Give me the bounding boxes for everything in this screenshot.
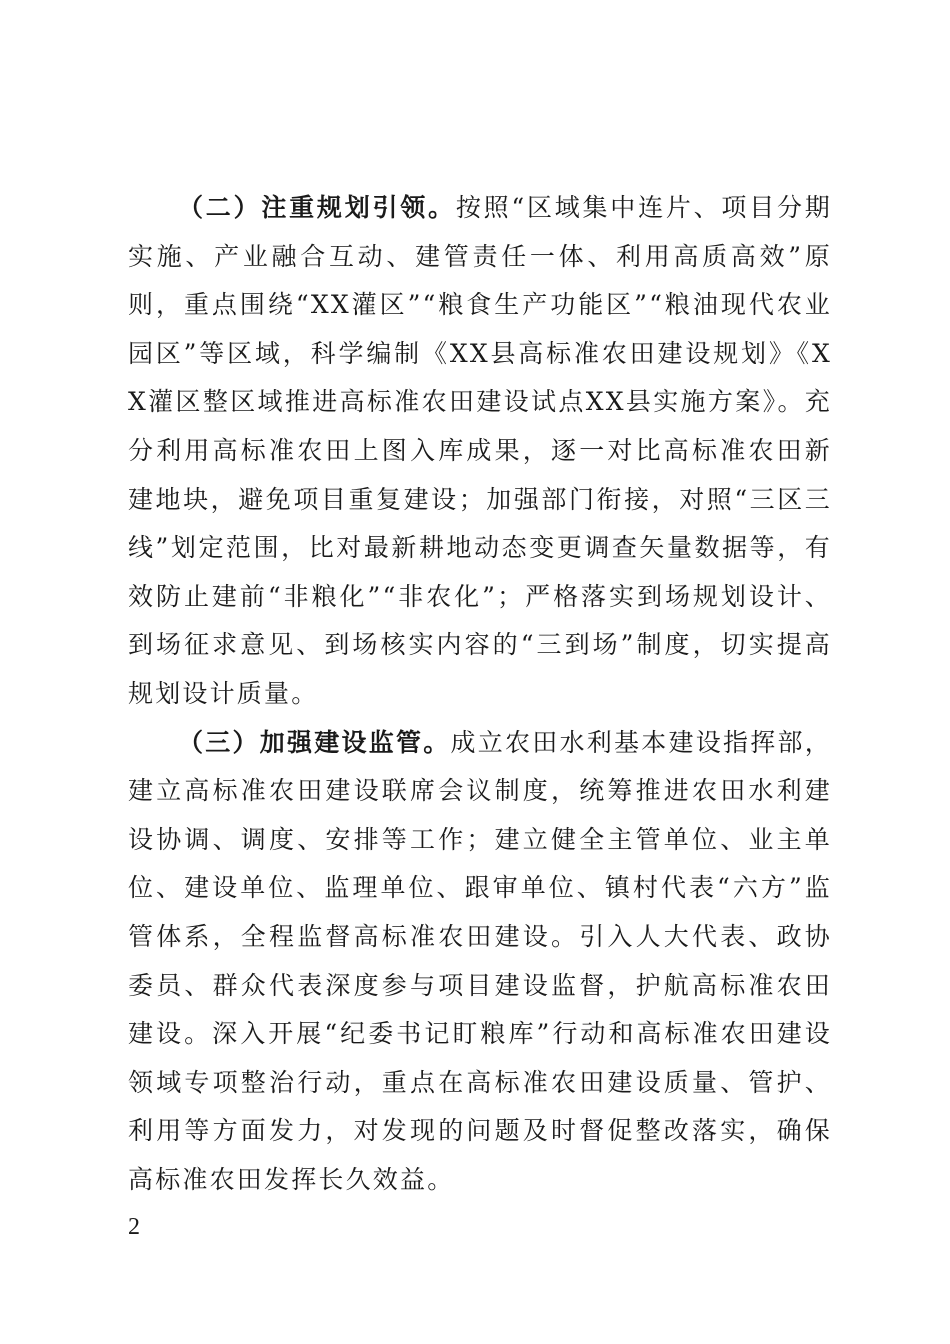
paragraph-planning: [128, 184, 832, 719]
page-number: 2: [128, 1214, 140, 1240]
paragraph-supervision: [128, 719, 832, 1205]
section-body-planning: 按照“区域集中连片、项目分期实施、产业融合互动、建管责任一体、利用高质高效”原则，重点围绕“XX灌区”“粮食生产功能区”“粮油现代农业园区”等区域，科学编制《XX县高标准农田建设规划》《XX灌区整区域推进高标准农田建设试点XX县实施方案》。充分利用高标准农田上图入库成果，逐一对比高标准农田新建地块，避免项目重复建设；加强部门衔接，对照“三区三线”划定范围，比对最新耕地动态变更调查矢量数据等，有效防止建前“非粮化”“非农化”；严格落实到场规划设计、到场征求意见、到场核实内容的“三到场”制度，切实提高规划设计质量。: [128, 193, 832, 708]
section-body-supervision: 成立农田水利基本建设指挥部，建立高标准农田建设联席会议制度，统筹推进农田水利建设协调、调度、安排等工作；建立健全主管单位、业主单位、建设单位、监理单位、跟审单位、镇村代表“六方”监管体系，全程监督高标准农田建设。引入人大代表、政协委员、群众代表深度参与项目建设监督，护航高标准农田建设。深入开展“纪委书记盯粮库”行动和高标准农田建设领域专项整治行动，重点在高标准农田建设质量、管护、利用等方面发力，对发现的问题及时督促整改落实，确保高标准农田发挥长久效益。: [128, 727, 832, 1194]
document-body: [128, 184, 832, 1204]
section-heading-supervision: （三）加强建设监管。: [178, 727, 451, 757]
section-heading-planning: （二）注重规划引领。: [178, 193, 456, 222]
